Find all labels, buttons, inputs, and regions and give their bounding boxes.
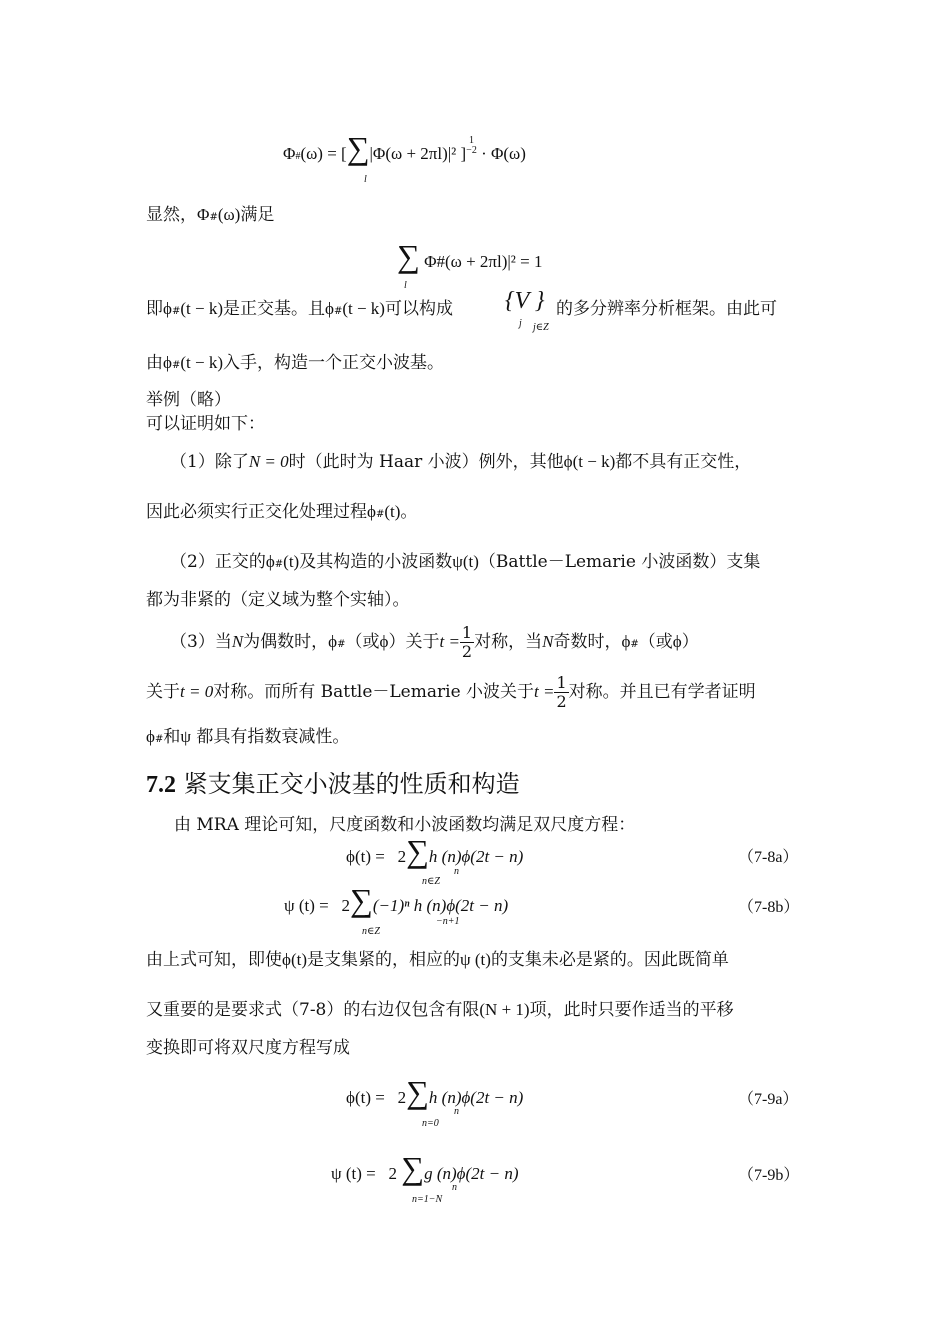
- text: 入手，构造一个正交小波基。: [222, 353, 444, 373]
- section-title: 紧支集正交小波基的性质和构造: [183, 770, 520, 798]
- item-3-line-2: [146, 674, 756, 711]
- equation-7-9a: [346, 1076, 523, 1108]
- subscript: #: [333, 306, 343, 317]
- text: （或: [345, 632, 380, 652]
- math: ϕ: [163, 299, 172, 318]
- math: (N + 1): [479, 1000, 530, 1019]
- math: (t − k): [180, 353, 223, 372]
- item-2-line-1: [170, 551, 760, 576]
- math: ϕ: [367, 502, 376, 521]
- frac-den: 2: [556, 692, 567, 711]
- math: ϕ: [324, 299, 334, 318]
- math: t = 0: [180, 682, 214, 701]
- math: t =: [534, 682, 555, 701]
- math: N: [542, 632, 554, 651]
- subscript: #: [630, 639, 639, 650]
- sigma-symbol: ∑: [401, 1150, 425, 1186]
- text: ）关于: [388, 632, 440, 652]
- equation-sum-one: [397, 240, 542, 272]
- math: (ω): [217, 205, 241, 224]
- eq-coef: 2: [341, 896, 351, 915]
- text: 是正交基。且: [222, 299, 325, 319]
- frac-den: 2: [461, 642, 473, 661]
- text: （Battle－Lemarie 小波函数）支集: [478, 552, 761, 572]
- sigma-symbol: ∑: [397, 238, 420, 274]
- equation-7-9b: [331, 1152, 518, 1184]
- text: 奇数时，: [553, 632, 622, 652]
- text: 的支集未必是紧的。因此既简单: [490, 950, 729, 970]
- math: ϕ: [146, 727, 155, 746]
- equation-number: （7-9a）: [738, 1091, 799, 1108]
- paragraph-construct: [146, 352, 444, 377]
- subscript: #: [171, 306, 181, 317]
- g-subscript: n: [452, 1182, 457, 1193]
- text: （或: [638, 632, 673, 652]
- h-subscript: −n+1: [436, 916, 460, 927]
- text: 项，此时只要作适当的平移: [529, 1000, 734, 1020]
- math: (t): [283, 552, 300, 571]
- eq-lhs: ϕ(t) =: [346, 1088, 385, 1107]
- eq-coef: 2: [397, 1088, 407, 1107]
- text: 对称，当: [474, 632, 543, 652]
- text: 满足: [240, 205, 275, 225]
- text: 及其构造的小波函数: [299, 552, 453, 572]
- text: 是支集紧的，相应的: [307, 950, 460, 970]
- sigma-index: n∈Z: [422, 876, 440, 887]
- eq-coef: 2: [397, 847, 407, 866]
- text: 又重要的是要求式（7-8）的右边仅包含有限: [146, 1000, 480, 1020]
- eq-symbol: Φ: [283, 144, 296, 163]
- sigma-index: n=0: [422, 1118, 439, 1129]
- text: ）: [681, 632, 699, 652]
- text: 关于: [146, 682, 180, 702]
- paragraph-compact-line-2: [146, 999, 734, 1021]
- sigma-index: l: [404, 280, 407, 291]
- math: ϕ: [672, 632, 682, 651]
- paragraph-obviously: [146, 204, 274, 229]
- eq-body: (−1)ⁿ h (n)ϕ(2t − n): [372, 896, 509, 915]
- paragraph-compact-line-3: 变换即可将双尺度方程写成: [146, 1038, 350, 1058]
- sigma-index: n∈Z: [362, 926, 380, 937]
- sigma-index: n=1−N: [412, 1194, 443, 1205]
- eq-body: h (n)ϕ(2t − n): [428, 1088, 524, 1107]
- equation-7-8b: [284, 884, 508, 916]
- fraction-one-half: [554, 674, 568, 711]
- sigma-symbol: ∑: [406, 833, 429, 869]
- eq-subscript: #: [295, 151, 301, 162]
- math: ϕ: [265, 552, 275, 571]
- equation-phi-hash: [283, 132, 526, 182]
- sigma-index: l: [364, 174, 367, 185]
- math: ψ(t): [452, 552, 479, 571]
- math: ψ: [180, 727, 191, 746]
- sigma-symbol: ∑: [346, 130, 370, 166]
- set-sub-j: j: [519, 318, 522, 329]
- subscript: #: [375, 509, 385, 520]
- text: 因此必须实行正交化处理过程: [146, 502, 367, 522]
- math: ϕ: [621, 632, 631, 651]
- subscript: #: [171, 360, 181, 371]
- set-sub-z: j∈Z: [533, 322, 549, 333]
- math: N: [231, 632, 244, 651]
- math: Φ: [197, 205, 210, 224]
- math: ϕ: [163, 353, 172, 372]
- math: (t − k): [342, 299, 385, 318]
- eq-lhs: ϕ(t) =: [346, 847, 385, 866]
- text: （1）除了: [170, 452, 249, 472]
- equation-7-8a: [346, 835, 523, 867]
- section-number: 7.2: [146, 772, 176, 798]
- item-2-line-2: 都为非紧的（定义域为整个实轴）。: [146, 590, 410, 610]
- subscript: #: [209, 212, 218, 223]
- eq-text: |Φ(ω + 2πl)|² ]: [369, 144, 467, 163]
- paragraph-orthogonal-basis: [146, 298, 453, 323]
- section-heading: [146, 764, 520, 799]
- eq-body: g (n)ϕ(2t − n): [424, 1164, 519, 1183]
- exp-sign: −: [466, 145, 472, 156]
- text: 对称。并且已有学者证明: [568, 682, 756, 702]
- eq-text: Φ#(ω + 2πl)|² = 1: [424, 252, 543, 271]
- math: ϕ(t): [282, 950, 307, 969]
- text: 都不具有正交性，: [615, 452, 752, 472]
- frac-num: 1: [461, 623, 473, 642]
- eq-body: h (n)ϕ(2t − n): [428, 847, 524, 866]
- text: 可以构成: [384, 299, 453, 319]
- text: 为偶数时，: [243, 632, 329, 652]
- eq-text: (ω) = [: [300, 144, 347, 163]
- text: 对称。而所有 Battle－Lemarie 小波关于: [213, 682, 535, 702]
- paragraph-compact-line-1: [146, 949, 729, 971]
- math: (t − k): [180, 299, 223, 318]
- subscript: #: [337, 639, 346, 650]
- eq-coef: 2: [388, 1164, 398, 1183]
- item-3-line-1: [170, 624, 699, 661]
- paragraph-proof: 可以证明如下：: [146, 414, 265, 434]
- subscript: #: [154, 734, 164, 745]
- item-1-line-2: [146, 501, 417, 526]
- eq-lhs: ψ (t) =: [331, 1164, 376, 1183]
- item-3-line-3: [146, 726, 349, 751]
- text: （2）正交的: [170, 552, 266, 572]
- math: N = 0: [248, 452, 289, 471]
- paragraph-orthogonal-tail: 的多分辨率分析框架。由此可: [556, 299, 777, 319]
- eq-text: · Φ(ω): [481, 144, 526, 163]
- equation-number: （7-8a）: [738, 849, 799, 866]
- text: 都具有指数衰减性。: [196, 727, 350, 747]
- equation-number: （7-9b）: [738, 1167, 800, 1184]
- math: ϕ: [379, 632, 389, 651]
- text: 。: [400, 502, 418, 522]
- eq-lhs: ψ (t) =: [284, 896, 329, 915]
- paragraph-example: 举例（略）: [146, 390, 231, 410]
- text: 由上式可知，即使: [146, 950, 282, 970]
- h-subscript: n: [454, 866, 459, 877]
- equation-number: （7-8b）: [738, 899, 800, 916]
- math: (t): [384, 502, 401, 521]
- set-vj: {V }: [505, 288, 545, 314]
- subscript: #: [274, 559, 284, 570]
- frac-num: 1: [556, 673, 567, 692]
- math: t =: [439, 632, 460, 651]
- text: 即: [146, 299, 163, 319]
- math: ϕ: [328, 632, 338, 651]
- paragraph-mra: 由 MRA 理论可知，尺度函数和小波函数均满足双尺度方程：: [174, 815, 636, 835]
- sigma-symbol: ∑: [406, 1074, 429, 1110]
- sigma-symbol: ∑: [350, 882, 373, 918]
- text: 显然，: [146, 205, 197, 225]
- eq-exponent: [466, 136, 477, 156]
- math: ψ (t): [460, 950, 491, 969]
- exp-num: 1: [468, 135, 474, 146]
- text: 由: [146, 353, 163, 373]
- item-1-line-1: [170, 451, 751, 473]
- math: ϕ(t − k): [563, 452, 616, 471]
- text: 时（此时为 Haar 小波）例外，其他: [288, 452, 564, 472]
- exp-den: 2: [471, 145, 477, 156]
- text: （3）当: [170, 632, 232, 652]
- text: 和: [163, 727, 181, 747]
- fraction-one-half: [460, 624, 474, 661]
- h-subscript: n: [454, 1106, 459, 1117]
